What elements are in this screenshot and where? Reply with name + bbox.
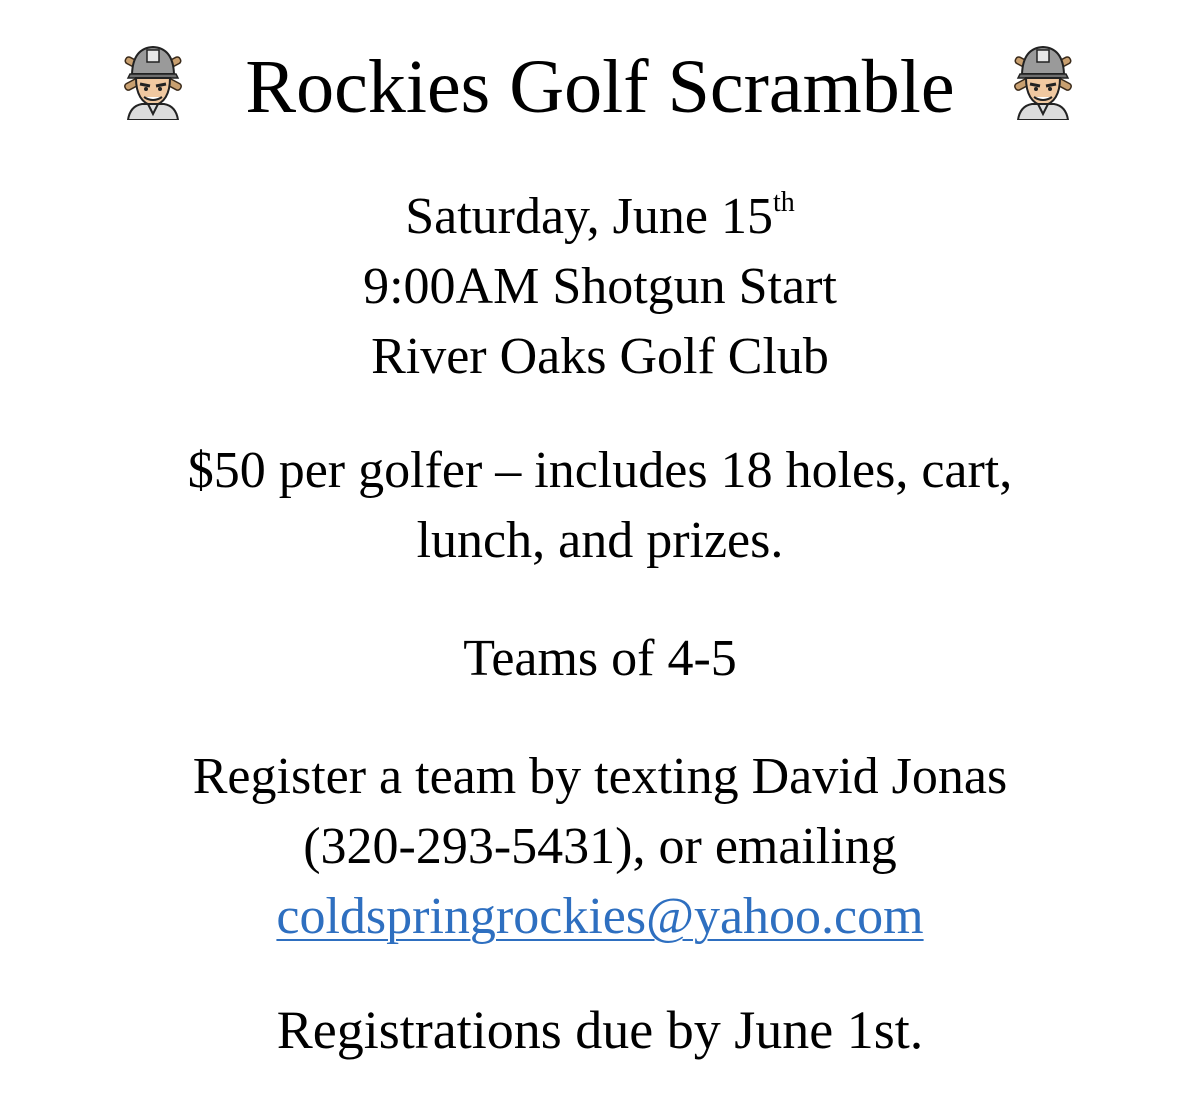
price-details	[0, 436, 1200, 576]
event-date	[0, 182, 1200, 252]
price-line-2: lunch, and prizes.	[416, 512, 784, 569]
register-line-1: Register a team by texting David Jonas	[192, 748, 1008, 805]
event-venue: River Oaks Golf Club	[371, 328, 829, 385]
event-start-time: 9:00AM Shotgun Start	[363, 258, 837, 315]
register-email-line	[0, 882, 1200, 952]
rockies-mascot-icon	[1008, 40, 1078, 120]
price-line-1: $50 per golfer – includes 18 holes, cart,	[187, 442, 1013, 499]
event-date-ordinal: th	[773, 187, 795, 218]
register-line-2: (320-293-5431), or emailing	[303, 818, 897, 875]
page-title: Rockies Golf Scramble	[245, 45, 955, 129]
event-details	[0, 182, 1200, 392]
registration-info	[0, 742, 1200, 952]
team-size: Teams of 4-5	[463, 630, 737, 687]
event-date-text: Saturday, June 15	[405, 188, 773, 245]
email-link[interactable]: coldspringrockies@yahoo.com	[276, 888, 924, 945]
title-row	[0, 30, 1200, 140]
registration-deadline: Registrations due by June 1st.	[276, 1000, 924, 1060]
